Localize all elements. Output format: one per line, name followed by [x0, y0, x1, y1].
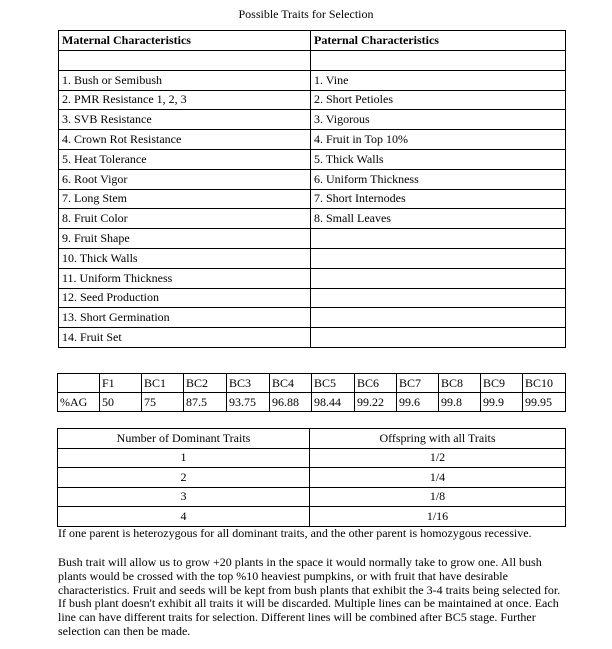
traits-table [58, 30, 566, 348]
generation-label-cell: BC6 [355, 374, 397, 393]
dominant-count-cell: 2 [58, 468, 310, 488]
generation-label-cell: BC2 [184, 374, 227, 393]
dominance-row [58, 507, 566, 527]
percent-ag-cell: 93.75 [227, 393, 270, 412]
generation-label-cell [58, 374, 100, 393]
paternal-header: Paternal Characteristics [311, 31, 566, 51]
dominant-count-cell: 3 [58, 487, 310, 507]
paternal-trait-cell: 5. Thick Walls [311, 149, 566, 169]
traits-row [59, 229, 566, 249]
backcross-table [57, 373, 566, 412]
generation-label-cell: BC5 [312, 374, 355, 393]
paternal-trait-cell: 3. Vigorous [311, 110, 566, 130]
maternal-trait-cell: 2. PMR Resistance 1, 2, 3 [59, 90, 311, 110]
backcross-value-row [58, 393, 566, 412]
paternal-trait-cell: 4. Fruit in Top 10% [311, 130, 566, 150]
traits-row [59, 308, 566, 328]
percent-ag-cell: 99.8 [439, 393, 481, 412]
offspring-ratio-cell: 1/4 [310, 468, 566, 488]
dominance-row [58, 487, 566, 507]
page-title: Possible Traits for Selection [238, 7, 374, 21]
generation-label-cell: BC9 [481, 374, 523, 393]
dominance-row [58, 448, 566, 468]
dominance-table [57, 428, 566, 527]
percent-ag-cell: 50 [100, 393, 142, 412]
paternal-trait-cell: 7. Short Internodes [311, 189, 566, 209]
generation-label-cell: BC8 [439, 374, 481, 393]
paternal-trait-cell: 2. Short Petioles [311, 90, 566, 110]
traits-row [59, 328, 566, 348]
traits-row [59, 288, 566, 308]
paternal-trait-cell: 1. Vine [311, 70, 566, 90]
paternal-trait-cell [311, 288, 566, 308]
offspring-ratio-cell: 1/16 [310, 507, 566, 527]
paternal-trait-cell [311, 229, 566, 249]
maternal-trait-cell: 10. Thick Walls [59, 248, 311, 268]
traits-body [59, 51, 566, 348]
maternal-header: Maternal Characteristics [59, 31, 311, 51]
maternal-trait-cell: 13. Short Germination [59, 308, 311, 328]
generation-label-cell: F1 [100, 374, 142, 393]
percent-ag-cell: 99.95 [523, 393, 566, 412]
paternal-trait-cell [311, 268, 566, 288]
backcross-header-row [58, 374, 566, 393]
dominant-traits-header: Number of Dominant Traits [58, 429, 310, 449]
maternal-trait-cell: 8. Fruit Color [59, 209, 311, 229]
maternal-trait-cell: 4. Crown Rot Resistance [59, 130, 311, 150]
maternal-trait-cell: 9. Fruit Shape [59, 229, 311, 249]
offspring-header: Offspring with all Traits [310, 429, 566, 449]
traits-row [59, 130, 566, 150]
traits-row [59, 90, 566, 110]
percent-ag-cell: 96.88 [270, 393, 312, 412]
dominant-count-cell: 4 [58, 507, 310, 527]
paternal-trait-cell [311, 308, 566, 328]
paternal-trait-cell [311, 248, 566, 268]
maternal-trait-cell: 14. Fruit Set [59, 328, 311, 348]
traits-row [59, 70, 566, 90]
generation-label-cell: BC4 [270, 374, 312, 393]
maternal-trait-cell: 6. Root Vigor [59, 169, 311, 189]
traits-header-row [59, 31, 566, 51]
traits-row [59, 248, 566, 268]
dominance-body [58, 448, 566, 526]
row-label-cell: %AG [58, 393, 100, 412]
maternal-trait-cell: 12. Seed Production [59, 288, 311, 308]
percent-ag-cell: 99.22 [355, 393, 397, 412]
generation-label-cell: BC1 [142, 374, 184, 393]
maternal-trait-cell [59, 51, 311, 71]
generation-label-cell: BC3 [227, 374, 270, 393]
paternal-trait-cell [311, 328, 566, 348]
footnote: If one parent is heterozygous for all dominant traits, and the other parent is homozygous recessive. [58, 526, 532, 540]
maternal-trait-cell: 5. Heat Tolerance [59, 149, 311, 169]
traits-row [59, 51, 566, 71]
traits-row [59, 110, 566, 130]
offspring-ratio-cell: 1/2 [310, 448, 566, 468]
maternal-trait-cell: 3. SVB Resistance [59, 110, 311, 130]
dominance-row [58, 468, 566, 488]
maternal-trait-cell: 7. Long Stem [59, 189, 311, 209]
maternal-trait-cell: 11. Uniform Thickness [59, 268, 311, 288]
traits-row [59, 189, 566, 209]
paternal-trait-cell [311, 51, 566, 71]
percent-ag-cell: 99.9 [481, 393, 523, 412]
maternal-trait-cell: 1. Bush or Semibush [59, 70, 311, 90]
percent-ag-cell: 98.44 [312, 393, 355, 412]
generation-label-cell: BC10 [523, 374, 566, 393]
percent-ag-cell: 75 [142, 393, 184, 412]
percent-ag-cell: 99.6 [397, 393, 439, 412]
traits-row [59, 209, 566, 229]
dominant-count-cell: 1 [58, 448, 310, 468]
offspring-ratio-cell: 1/8 [310, 487, 566, 507]
traits-row [59, 149, 566, 169]
traits-row [59, 268, 566, 288]
explanation-paragraph: Bush trait will allow us to grow +20 plants in the space it would normally take to grow one. All bush plants would be crossed with the top %10 heaviest pumpkins, or with fruit that have desirable characteristics. Fruit and seeds will be kept from bush plants that exhibit the 3-4 traits being selected for. If bush plant doesn't exhibit all traits it will be discarded. Multiple lines can be maintained at once. Each line can have different traits for selection. Different lines will be combined after BC5 stage. Further selection can then be made. [58, 555, 561, 638]
generation-label-cell: BC7 [397, 374, 439, 393]
paternal-trait-cell: 8. Small Leaves [311, 209, 566, 229]
paternal-trait-cell: 6. Uniform Thickness [311, 169, 566, 189]
dominance-header-row [58, 429, 566, 449]
traits-row [59, 169, 566, 189]
percent-ag-cell: 87.5 [184, 393, 227, 412]
